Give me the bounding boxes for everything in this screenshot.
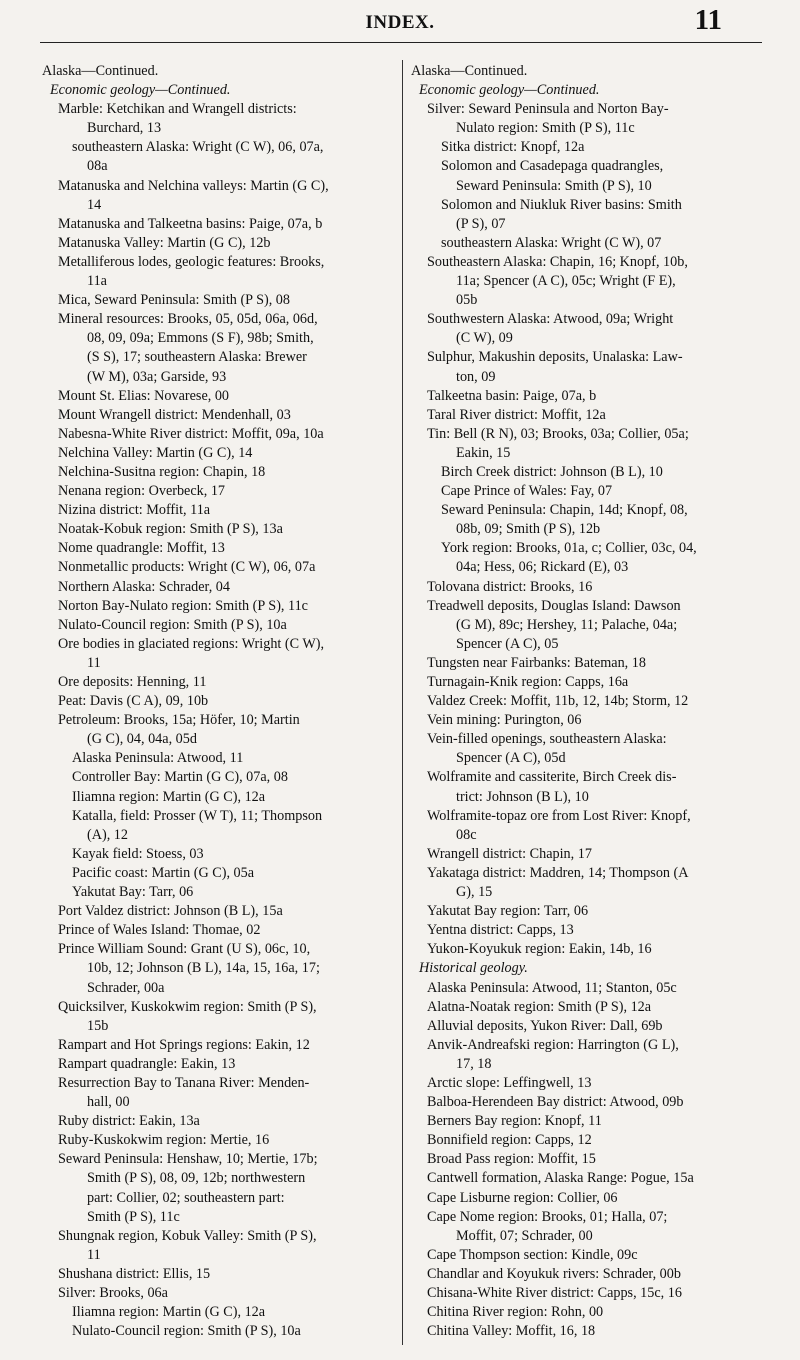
index-entry: Cantwell formation, Alaska Range: Pogue, 15a — [427, 1170, 694, 1187]
index-entry: Shushana district: Ellis, 15 — [58, 1265, 211, 1282]
index-entry: southeastern Alaska: Wright (C W), 06, 07a, — [72, 139, 324, 156]
index-entry: Nonmetallic products: Wright (C W), 06, 07a — [58, 559, 316, 576]
index-entry: Pacific coast: Martin (G C), 05a — [72, 864, 255, 881]
index-entry: 11 — [87, 1246, 101, 1263]
index-entry: Cape Lisburne region: Collier, 06 — [427, 1189, 618, 1206]
index-entry: Turnagain-Knik region: Capps, 16a — [427, 674, 629, 690]
index-entry: Sitka district: Knopf, 12a — [441, 139, 585, 156]
index-entry: Schrader, 00a — [87, 979, 165, 996]
index-entry: Silver: Brooks, 06a — [58, 1285, 168, 1301]
index-entry: Burchard, 13 — [87, 120, 162, 137]
index-entry: Southwestern Alaska: Atwood, 09a; Wright — [427, 311, 674, 328]
index-entry: Rampart quadrangle: Eakin, 13 — [58, 1055, 236, 1072]
index-entry: Seward Peninsula: Smith (P S), 10 — [456, 177, 652, 194]
index-entry: Seward Peninsula: Chapin, 14d; Knopf, 08, — [441, 502, 688, 519]
running-title: INDEX. — [365, 12, 435, 33]
index-entry: (P S), 07 — [456, 215, 506, 232]
index-entry: (S S), 17; southeastern Alaska: Brewer — [87, 349, 307, 366]
index-entry: 11 — [87, 654, 101, 671]
index-entry: Matanuska and Talkeetna basins: Paige, 07a, b — [58, 215, 323, 232]
index-entry: 05b — [456, 292, 478, 309]
index-entry: Birch Creek district: Johnson (B L), 10 — [441, 463, 663, 480]
index-entry: Balboa-Herendeen Bay district: Atwood, 09b — [427, 1094, 684, 1111]
index-entry: Ruby district: Eakin, 13a — [58, 1113, 200, 1130]
index-entry: 04a; Hess, 06; Rickard (E), 03 — [456, 559, 629, 576]
index-entry: Solomon and Casadepaga quadrangles, — [441, 158, 664, 175]
index-entry: Tungsten near Fairbanks: Bateman, 18 — [427, 654, 646, 671]
index-entry: Petroleum: Brooks, 15a; Höfer, 10; Martin — [58, 712, 300, 729]
index-entry: Seward Peninsula: Henshaw, 10; Mertie, 17b; — [58, 1151, 318, 1168]
index-entry: Nenana region: Overbeck, 17 — [58, 483, 226, 500]
index-entry: Wolframite-topaz ore from Lost River: Knopf, — [427, 807, 691, 824]
index-entry: Cape Prince of Wales: Fay, 07 — [441, 483, 613, 500]
index-entry: Eakin, 15 — [456, 444, 511, 461]
index-entry: Silver: Seward Peninsula and Norton Bay- — [427, 101, 669, 118]
index-entry: Chitina River region: Rohn, 00 — [427, 1304, 604, 1321]
index-entry: ton, 09 — [456, 368, 496, 385]
index-entry: Iliamna region: Martin (G C), 12a — [72, 1304, 266, 1321]
index-entry: Shungnak region, Kobuk Valley: Smith (P S), — [58, 1227, 317, 1244]
index-entry: 15b — [87, 1017, 109, 1034]
index-heading: Alaska—Continued. — [42, 63, 159, 79]
index-entry: Alaska Peninsula: Atwood, 11; Stanton, 05c — [427, 979, 677, 996]
index-entry: Matanuska and Nelchina valleys: Martin (G C), — [58, 177, 329, 194]
index-heading: Historical geology. — [419, 960, 528, 977]
column-divider — [402, 60, 403, 1345]
index-entry: (C W), 09 — [456, 330, 513, 347]
index-entry: 10b, 12; Johnson (B L), 14a, 15, 16a, 17; — [87, 960, 320, 977]
index-entry: Moffit, 07; Schrader, 00 — [456, 1227, 593, 1244]
index-entry: Mount Wrangell district: Mendenhall, 03 — [58, 406, 291, 423]
header-rule — [40, 42, 762, 43]
index-entry: Alaska Peninsula: Atwood, 11 — [72, 750, 244, 767]
index-entry: Solomon and Niukluk River basins: Smith — [441, 196, 682, 213]
index-entry: Prince of Wales Island: Thomae, 02 — [58, 922, 261, 939]
index-entry: Resurrection Bay to Tanana River: Menden- — [58, 1074, 310, 1091]
index-entry: Rampart and Hot Springs regions: Eakin, 12 — [58, 1036, 310, 1053]
index-entry: Nulato-Council region: Smith (P S), 10a — [72, 1323, 301, 1340]
index-entry: Controller Bay: Martin (G C), 07a, 08 — [72, 769, 288, 786]
index-entry: Talkeetna basin: Paige, 07a, b — [427, 387, 597, 404]
index-entry: Nelchina-Susitna region: Chapin, 18 — [58, 463, 266, 480]
index-entry: G), 15 — [456, 884, 493, 901]
index-entry: Berners Bay region: Knopf, 11 — [427, 1113, 602, 1130]
index-entry: (A), 12 — [87, 826, 128, 843]
index-entry: Marble: Ketchikan and Wrangell districts: — [58, 101, 297, 118]
index-entry: Matanuska Valley: Martin (G C), 12b — [58, 234, 271, 251]
index-entry: Smith (P S), 11c — [87, 1208, 180, 1225]
index-entry: Alatna-Noatak region: Smith (P S), 12a — [427, 998, 652, 1015]
index-entry: Valdez Creek: Moffit, 11b, 12, 14b; Storm, 12 — [427, 693, 689, 710]
index-entry: Vein-filled openings, southeastern Alaska: — [427, 731, 667, 748]
index-entry: Nome quadrangle: Moffit, 13 — [58, 540, 225, 557]
index-entry: Sulphur, Makushin deposits, Unalaska: Law- — [427, 349, 683, 366]
index-entry: 17, 18 — [456, 1055, 492, 1072]
index-heading: Economic geology—Continued. — [50, 82, 231, 99]
index-entry: Kayak field: Stoess, 03 — [72, 845, 204, 862]
index-entry: Bonnifield region: Capps, 12 — [427, 1132, 592, 1149]
index-entry: Anvik-Andreafski region: Harrington (G L), — [427, 1036, 679, 1053]
index-entry: Ruby-Kuskokwim region: Mertie, 16 — [58, 1132, 270, 1149]
index-entry: Noatak-Kobuk region: Smith (P S), 13a — [58, 521, 283, 538]
index-entry: trict: Johnson (B L), 10 — [456, 788, 589, 805]
index-entry: Prince William Sound: Grant (U S), 06c, 10, — [58, 941, 311, 958]
index-entry: Ore deposits: Henning, 11 — [58, 674, 207, 690]
index-entry: (W M), 03a; Garside, 93 — [87, 368, 227, 385]
index-entry: Nulato region: Smith (P S), 11c — [456, 120, 635, 137]
index-entry: Taral River district: Moffit, 12a — [427, 406, 606, 423]
index-entry: 08c — [456, 826, 477, 843]
index-entry: (G M), 89c; Hershey, 11; Palache, 04a; — [456, 616, 678, 633]
index-entry: Yakataga district: Maddren, 14; Thompson (A — [427, 864, 689, 881]
index-entry: Arctic slope: Leffingwell, 13 — [427, 1074, 592, 1091]
index-entry: Cape Nome region: Brooks, 01; Halla, 07; — [427, 1208, 668, 1225]
index-entry: Cape Thompson section: Kindle, 09c — [427, 1246, 638, 1263]
index-entry: 08a — [87, 158, 108, 175]
index-entry: Yukon-Koyukuk region: Eakin, 14b, 16 — [427, 941, 652, 958]
index-entry: Broad Pass region: Moffit, 15 — [427, 1151, 596, 1168]
index-entry: 11a; Spencer (A C), 05c; Wright (F E), — [456, 273, 676, 290]
index-entry: Mount St. Elias: Novarese, 00 — [58, 387, 230, 404]
index-entry: Northern Alaska: Schrader, 04 — [58, 578, 230, 595]
index-heading: Alaska—Continued. — [411, 63, 528, 79]
index-entry: (G C), 04, 04a, 05d — [87, 731, 197, 748]
index-entry: Tolovana district: Brooks, 16 — [427, 578, 593, 595]
index-entry: Quicksilver, Kuskokwim region: Smith (P S), — [58, 998, 317, 1015]
index-entry: Spencer (A C), 05 — [456, 635, 559, 652]
index-entry: Chisana-White River district: Capps, 15c, 16 — [427, 1285, 682, 1301]
index-entry: Tin: Bell (R N), 03; Brooks, 03a; Collier, 05a; — [427, 425, 689, 442]
page-number: 11 — [694, 4, 722, 36]
index-entry: Peat: Davis (C A), 09, 10b — [58, 693, 209, 710]
index-entry: Spencer (A C), 05d — [456, 750, 566, 767]
left-column — [42, 62, 392, 1341]
index-heading: Economic geology—Continued. — [419, 82, 600, 99]
index-entry: 08b, 09; Smith (P S), 12b — [456, 521, 601, 538]
index-entry: Nelchina Valley: Martin (G C), 14 — [58, 444, 253, 461]
index-entry: Alluvial deposits, Yukon River: Dall, 69b — [427, 1017, 663, 1034]
index-entry: 11a — [87, 273, 107, 290]
index-entry: Yakutat Bay: Tarr, 06 — [72, 884, 194, 901]
index-entry: Mica, Seward Peninsula: Smith (P S), 08 — [58, 292, 290, 309]
index-entry: Port Valdez district: Johnson (B L), 15a — [58, 903, 283, 920]
index-entry: southeastern Alaska: Wright (C W), 07 — [441, 234, 662, 251]
index-entry: York region: Brooks, 01a, c; Collier, 03c, 04, — [441, 540, 697, 557]
index-entry: Chitina Valley: Moffit, 16, 18 — [427, 1323, 596, 1340]
index-entry: Nulato-Council region: Smith (P S), 10a — [58, 616, 287, 633]
page-header — [0, 4, 800, 42]
index-entry: 14 — [87, 196, 102, 213]
index-entry: Nizina district: Moffit, 11a — [58, 502, 211, 519]
index-entry: Mineral resources: Brooks, 05, 05d, 06a, 06d, — [58, 311, 318, 328]
right-column — [411, 62, 763, 1341]
index-entry: part: Collier, 02; southeastern part: — [87, 1189, 285, 1206]
index-entry: hall, 00 — [87, 1094, 130, 1111]
index-entry: Ore bodies in glaciated regions: Wright (C W), — [58, 635, 325, 652]
index-entry: Katalla, field: Prosser (W T), 11; Thompson — [72, 807, 323, 824]
index-entry: Iliamna region: Martin (G C), 12a — [72, 788, 266, 805]
index-entry: Vein mining: Purington, 06 — [427, 712, 582, 729]
index-entry: Yentna district: Capps, 13 — [427, 922, 574, 939]
index-entry: Smith (P S), 08, 09, 12b; northwestern — [87, 1170, 306, 1187]
index-entry: Nabesna-White River district: Moffit, 09a, 10a — [58, 425, 324, 442]
index-entry: Metalliferous lodes, geologic features: Brooks, — [58, 253, 325, 270]
index-entry: Wolframite and cassiterite, Birch Creek dis- — [427, 769, 677, 786]
index-entry: 08, 09, 09a; Emmons (S F), 98b; Smith, — [87, 330, 314, 347]
index-entry: Treadwell deposits, Douglas Island: Dawson — [427, 597, 681, 614]
index-entry: Norton Bay-Nulato region: Smith (P S), 11c — [58, 597, 308, 614]
index-entry: Southeastern Alaska: Chapin, 16; Knopf, 10b, — [427, 253, 688, 270]
index-entry: Yakutat Bay region: Tarr, 06 — [427, 903, 589, 920]
index-entry: Chandlar and Koyukuk rivers: Schrader, 00b — [427, 1265, 681, 1282]
index-entry: Wrangell district: Chapin, 17 — [427, 845, 592, 862]
